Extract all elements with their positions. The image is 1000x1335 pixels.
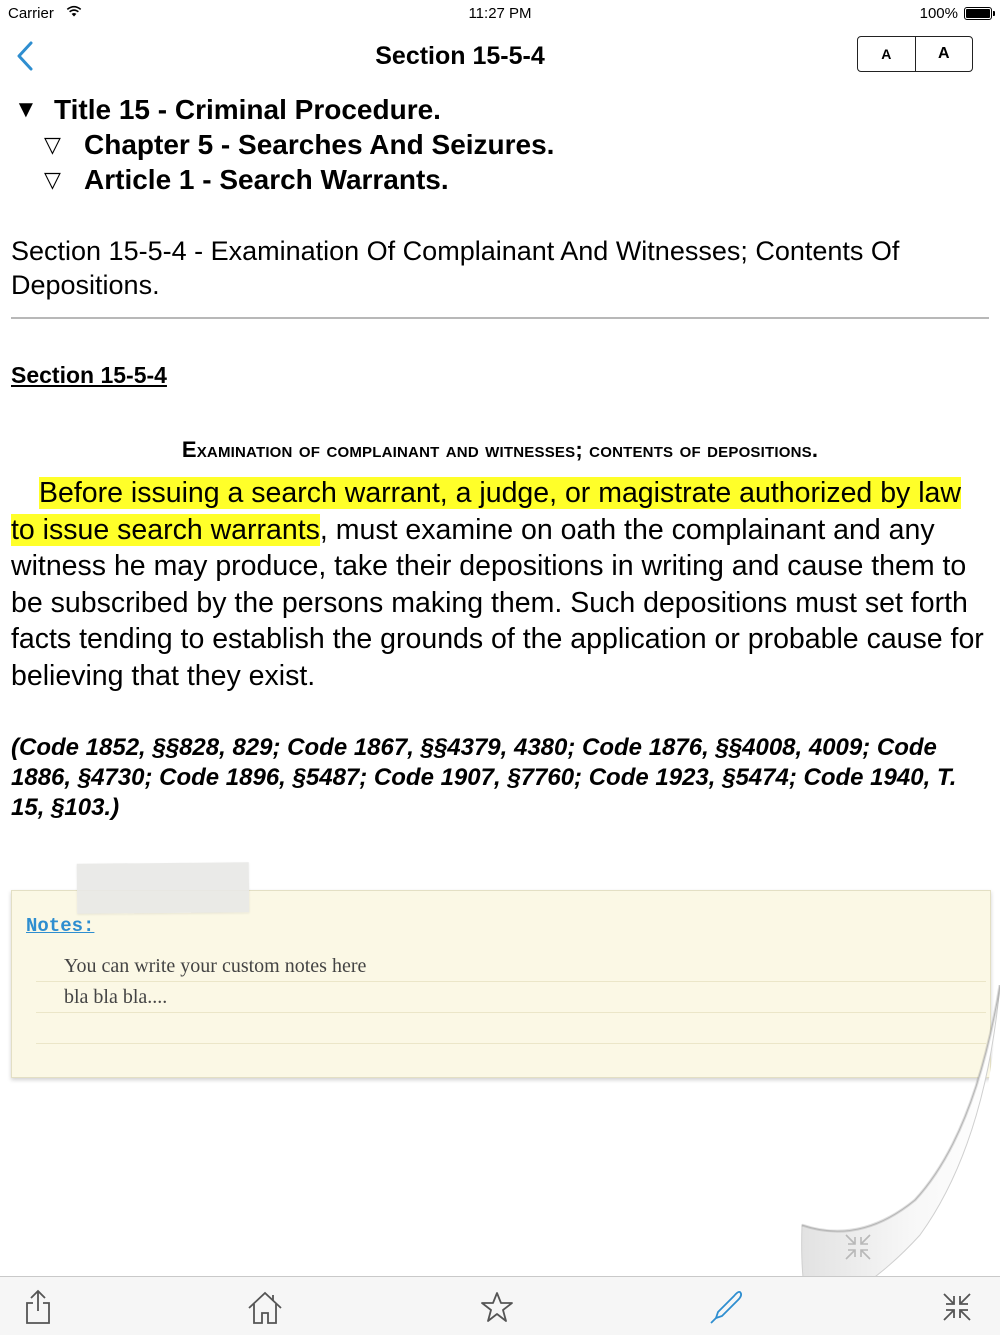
large-font-icon: A [937,45,950,62]
body-text: , must examine on oath the complainant and any witness he may produce, take their depositions in writing and cause them to be subscribed by the persons making them. Such depositions must set forth facts tending to establish the grounds of the application or probable cause for believing that they exist. [11,513,984,692]
pen-icon[interactable] [707,1287,747,1327]
breadcrumb-chapter[interactable] [14,127,554,162]
battery-percent: 100% [919,5,958,22]
breadcrumb-article[interactable] [14,162,554,197]
expand-triangle-icon: ▽ [44,132,61,157]
font-size-control [857,36,973,72]
breadcrumb-chapter-label: Chapter 5 - Searches And Seizures. [84,129,555,160]
status-bar [0,0,1000,28]
divider [11,317,989,319]
section-body [11,475,986,694]
bottom-toolbar [0,1276,1000,1335]
breadcrumb-title[interactable] [14,92,554,127]
tape-decoration [77,862,249,913]
collapse-icon[interactable] [937,1287,977,1327]
increase-font-button[interactable] [915,37,973,71]
navigation-bar [0,28,1000,86]
notes-label: Notes: [26,915,95,937]
breadcrumb-title-label: Title 15 - Criminal Procedure. [54,94,441,125]
home-icon[interactable] [245,1287,285,1327]
citation: (Code 1852, §§828, 829; Code 1867, §§4379, 4380; Code 1876, §§4008, 4009; Code 1886, §4730; Code 1896, §5487; Code 1907, §7760; Code 1923, §5474; Code 1940, T. 15, §103.) [11,734,957,821]
notes-line: bla bla bla.... [36,982,986,1013]
carrier-label: Carrier [8,5,54,22]
decrease-font-button[interactable] [858,37,915,71]
breadcrumb [14,92,554,197]
battery-icon [964,7,992,20]
highlighted-text[interactable]: Before issuing a search warrant, a judge, or magistrate authorized by law to issue search warrants [11,477,961,546]
breadcrumb-article-label: Article 1 - Search Warrants. [84,164,449,195]
notes-line: You can write your custom notes here [36,951,986,982]
share-icon[interactable] [18,1287,58,1327]
star-icon[interactable] [477,1287,517,1327]
section-link[interactable]: Section 15-5-4 [11,362,167,388]
section-caption: Examination of complainant and witnesses; contents of depositions. [181,437,819,462]
collapse-triangle-icon: ▼ [14,96,38,123]
small-font-icon: A [881,46,892,62]
page-title: Section 15-5-4 [375,42,545,70]
section-heading: Section 15-5-4 - Examination Of Complainant And Witnesses; Contents Of Depositions. [11,236,900,300]
clock: 11:27 PM [468,5,532,22]
expand-triangle-icon: ▽ [44,167,61,192]
